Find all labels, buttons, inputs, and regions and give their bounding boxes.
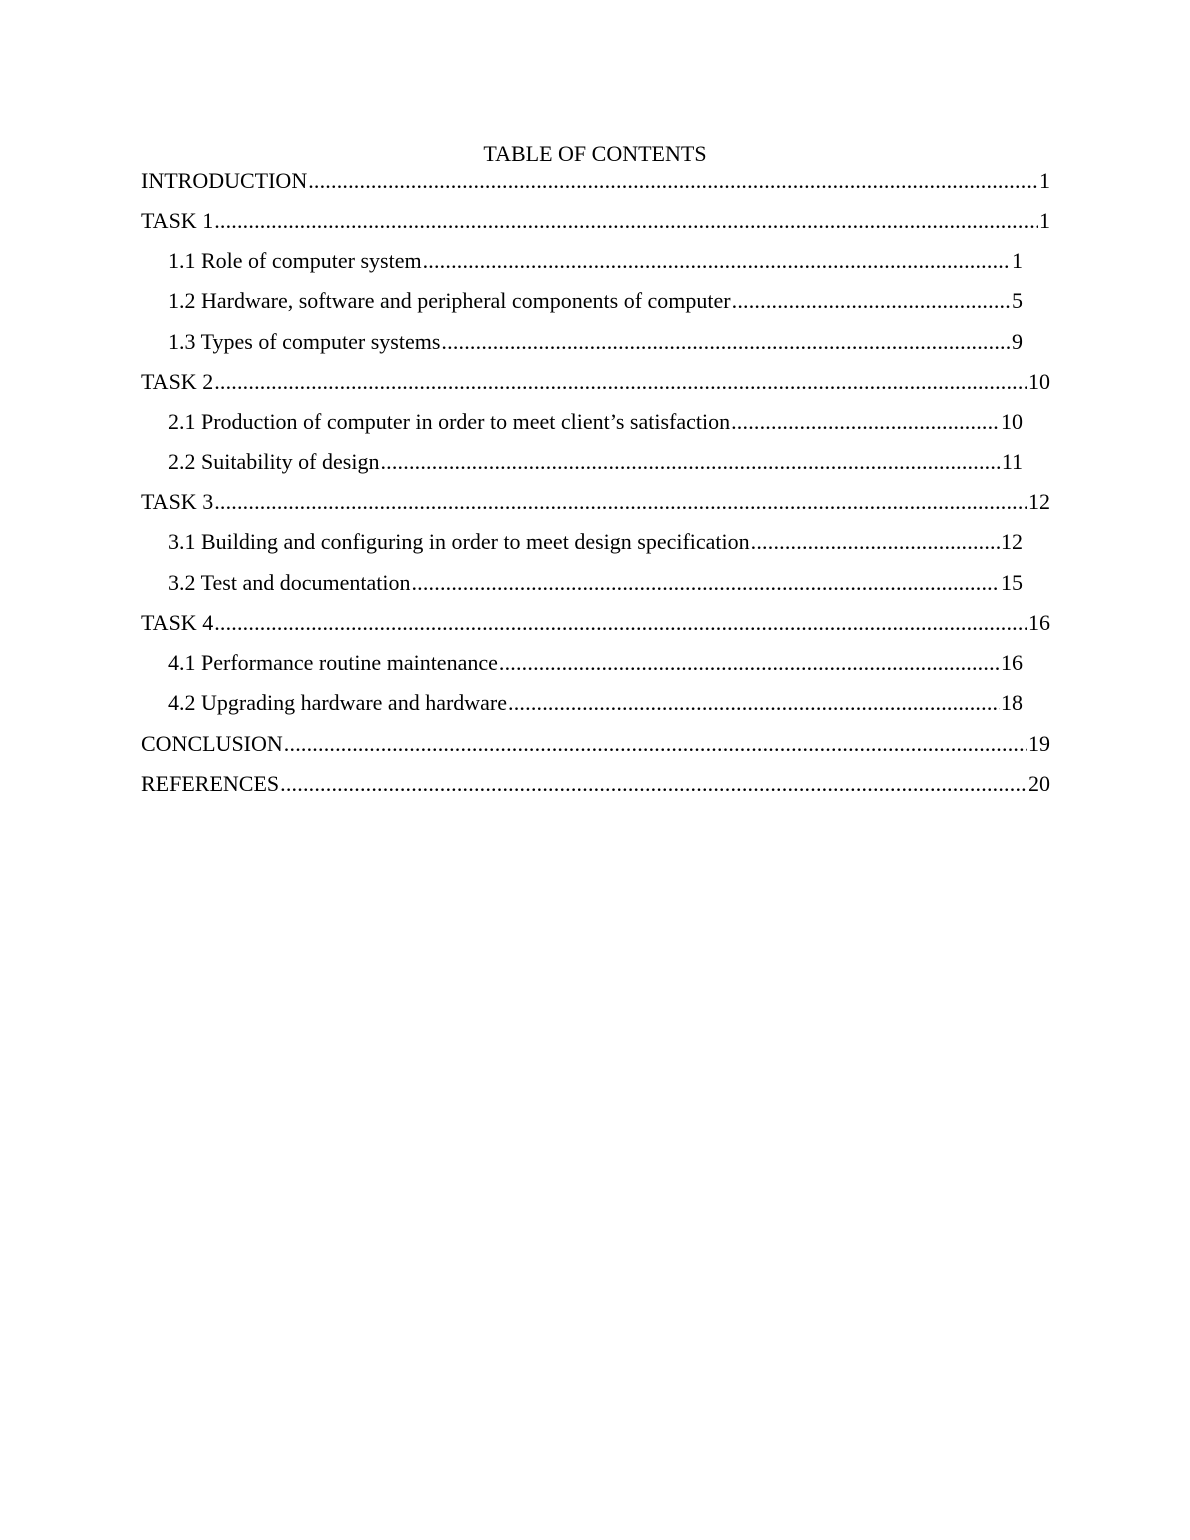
toc-entry-label: TASK 3 <box>141 489 214 514</box>
toc-entry[interactable] <box>141 368 1050 396</box>
toc-entry[interactable] <box>141 770 1050 798</box>
toc-entry[interactable] <box>168 689 1023 717</box>
toc-entry[interactable] <box>141 609 1050 637</box>
toc-entry[interactable] <box>168 247 1023 275</box>
toc-entry-label: 4.2 Upgrading hardware and hardware <box>168 690 508 715</box>
toc-entry-label: 3.2 Test and documentation <box>168 570 411 595</box>
toc-entry-page: 12 <box>1001 529 1023 554</box>
toc-entry-page: 10 <box>1001 409 1023 434</box>
toc-dot-leader <box>732 287 1011 315</box>
toc-entry-label: 3.1 Building and configuring in order to meet design specification <box>168 529 750 554</box>
toc-entry-label: TASK 1 <box>141 208 214 233</box>
toc-entry-label: TASK 4 <box>141 610 214 635</box>
toc-entry-page: 15 <box>1001 570 1023 595</box>
toc-entry-page: 5 <box>1012 288 1023 313</box>
toc-dot-leader <box>214 207 1038 235</box>
toc-entry-label: INTRODUCTION <box>141 168 308 193</box>
toc-dot-leader <box>751 528 1000 556</box>
toc-entry-page: 11 <box>1001 449 1023 474</box>
toc-entry-label: CONCLUSION <box>141 731 283 756</box>
toc-dot-leader <box>508 689 1000 717</box>
toc-entry-page: 1 <box>1039 208 1050 233</box>
toc-entry[interactable] <box>141 730 1050 758</box>
toc-entry-label: 4.1 Performance routine maintenance <box>168 650 498 675</box>
toc-entry-label: REFERENCES <box>141 771 280 796</box>
toc-entry-page: 1 <box>1039 168 1050 193</box>
toc-dot-leader <box>731 408 1000 436</box>
toc-dot-leader <box>499 649 1000 677</box>
toc-entry-label: 1.3 Types of computer systems <box>168 329 441 354</box>
toc-entry-label: TASK 2 <box>141 369 214 394</box>
toc-entry-page: 10 <box>1028 369 1050 394</box>
toc-entry[interactable] <box>168 287 1023 315</box>
toc-entry[interactable] <box>141 167 1050 195</box>
toc-entry[interactable] <box>141 488 1050 516</box>
toc-entry-label: 1.1 Role of computer system <box>168 248 422 273</box>
toc-dot-leader <box>214 368 1027 396</box>
toc-entry-page: 20 <box>1028 771 1050 796</box>
toc-dot-leader <box>411 569 1000 597</box>
toc-entry[interactable] <box>168 569 1023 597</box>
toc-entry-page: 18 <box>1001 690 1023 715</box>
toc-title: TABLE OF CONTENTS <box>483 141 707 166</box>
toc-entry[interactable] <box>141 207 1050 235</box>
toc-dot-leader <box>308 167 1038 195</box>
toc-entry[interactable] <box>168 408 1023 436</box>
toc-entry-page: 1 <box>1012 248 1023 273</box>
toc-entry-page: 19 <box>1028 731 1050 756</box>
toc-entry-label: 2.1 Production of computer in order to meet client’s satisfaction <box>168 409 731 434</box>
toc-entry[interactable] <box>168 528 1023 556</box>
toc-entry-page: 16 <box>1028 610 1050 635</box>
toc-entry-label: 1.2 Hardware, software and peripheral components of computer <box>168 288 731 313</box>
toc-entry[interactable] <box>168 328 1023 356</box>
toc-entry-page: 16 <box>1001 650 1023 675</box>
toc-entry-label: 2.2 Suitability of design <box>168 449 380 474</box>
toc-dot-leader <box>284 730 1027 758</box>
toc-entry-page: 9 <box>1012 329 1023 354</box>
toc-dot-leader <box>380 448 1000 476</box>
toc-dot-leader <box>214 609 1027 637</box>
toc-entry[interactable] <box>168 649 1023 677</box>
toc-dot-leader <box>280 770 1027 798</box>
toc-entry[interactable] <box>168 448 1023 476</box>
toc-dot-leader <box>423 247 1011 275</box>
toc-dot-leader <box>214 488 1027 516</box>
toc-entry-page: 12 <box>1028 489 1050 514</box>
toc-dot-leader <box>441 328 1011 356</box>
